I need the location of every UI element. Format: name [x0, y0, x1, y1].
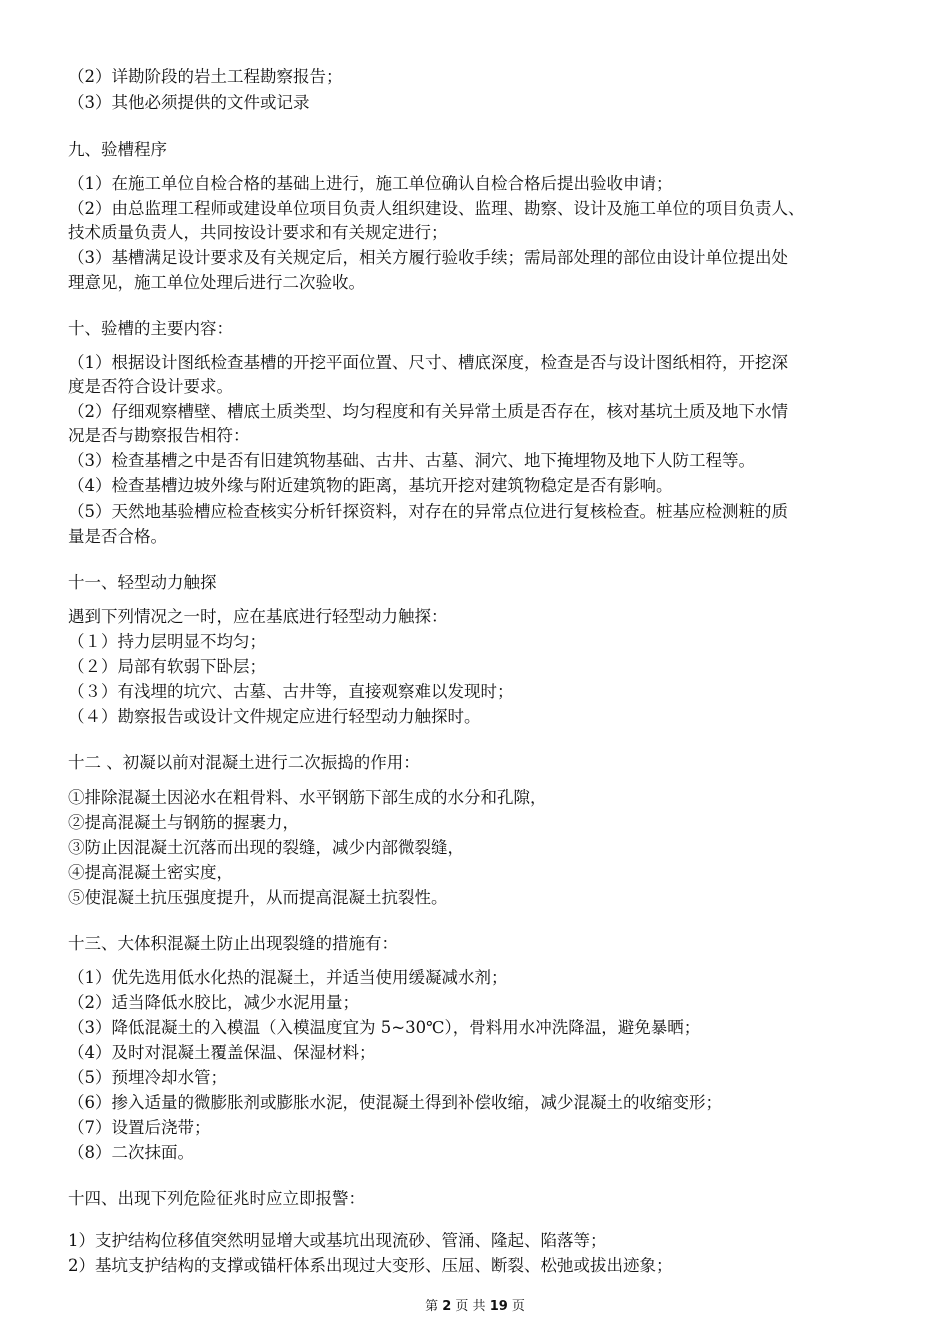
text-line: 技术质量负责人，共同按设计要求和有关规定进行； [68, 223, 448, 242]
text-line: ④提高混凝土密实度， [68, 863, 233, 882]
text-line: （２）局部有软弱下卧层； [68, 657, 266, 676]
page-number: 2 [442, 1299, 452, 1314]
text-line: （2）详勘阶段的岩土工程勘察报告； [68, 67, 343, 86]
footer-suffix: 页 [511, 1299, 525, 1314]
text-line: （3）其他必须提供的文件或记录 [68, 93, 310, 112]
text-line: （6）掺入适量的微膨胀剂或膨胀水泥，使混凝土得到补偿收缩，减少混凝土的收缩变形； [68, 1093, 722, 1112]
footer-prefix: 第 [425, 1299, 439, 1314]
page-total: 19 [489, 1299, 508, 1314]
text-line: （３）有浅埋的坑穴、古墓、古井等，直接观察难以发现时； [68, 682, 514, 701]
text-line: （7）设置后浇带； [68, 1118, 211, 1137]
text-line: （3）降低混凝土的入模温（入模温度宜为 5~30℃），骨料用水冲洗降温，避免暴晒； [68, 1018, 701, 1037]
text-line: 理意见，施工单位处理后进行二次验收。 [68, 273, 365, 292]
text-line: ⑤使混凝土抗压强度提升，从而提高混凝土抗裂性。 [68, 888, 448, 907]
text-line: 况是否与勘察报告相符： [68, 426, 250, 445]
text-line: （2）适当降低水胶比，减少水泥用量； [68, 993, 359, 1012]
text-line: （3）检查基槽之中是否有旧建筑物基础、古井、古墓、洞穴、地下掩埋物及地下人防工程等。 [68, 451, 755, 470]
text-line: （2）仔细观察槽壁、槽底土质类型、均匀程度和有关异常土质是否存在，核对基坑土质及地下水情 [68, 402, 788, 421]
section-heading: 十二 、初凝以前对混凝土进行二次振捣的作用： [68, 753, 420, 772]
text-line: （４）勘察报告或设计文件规定应进行轻型动力触探时。 [68, 707, 481, 726]
section-heading: 十、验槽的主要内容： [68, 319, 233, 338]
text-line: （2）由总监理工程师或建设单位项目负责人组织建设、监理、勘察、设计及施工单位的项目负责人、 [68, 199, 805, 218]
text-line: （5）天然地基验槽应检查核实分析钎探资料，对存在的异常点位进行复核检查。桩基应检测粧的质 [68, 502, 788, 521]
text-line: ①排除混凝土因泌水在粗骨料、水平钢筋下部生成的水分和孔隙， [68, 788, 547, 807]
text-line: （4）检查基槽边坡外缘与附近建筑物的距离，基坑开挖对建筑物稳定是否有影响。 [68, 476, 673, 495]
text-line: 2）基坑支护结构的支撑或锚杆体系出现过大变形、压屈、断裂、松弛或拔出迹象； [68, 1256, 673, 1275]
page-footer [0, 1298, 950, 1316]
text-line: （3）基槽满足设计要求及有关规定后，相关方履行验收手续；需局部处理的部位由设计单位提出处 [68, 248, 788, 267]
text-line: 度是否符合设计要求。 [68, 377, 233, 396]
section-heading: 十一、轻型动力触探 [68, 573, 217, 592]
text-line: （1）在施工单位自检合格的基础上进行，施工单位确认自检合格后提出验收申请； [68, 174, 673, 193]
text-line: 量是否合格。 [68, 527, 167, 546]
section-heading: 十四、出现下列危险征兆时应立即报警： [68, 1189, 365, 1208]
text-line: （5）预埋冷却水管； [68, 1068, 227, 1087]
footer-middle: 页 共 [455, 1299, 486, 1314]
text-line: （１）持力层明显不均匀； [68, 632, 266, 651]
text-line: （8）二次抹面。 [68, 1143, 194, 1162]
text-line: ③防止因混凝土沉落而出现的裂缝，减少内部微裂缝， [68, 838, 464, 857]
section-heading: 九、验槽程序 [68, 140, 167, 159]
text-line: （1）根据设计图纸检查基槽的开挖平面位置、尺寸、槽底深度，检查是否与设计图纸相符，开挖深 [68, 353, 788, 372]
text-line: ②提高混凝土与钢筋的握裹力， [68, 813, 299, 832]
section-heading: 十三、大体积混凝土防止出现裂缝的措施有： [68, 934, 398, 953]
text-line: （1）优先选用低水化热的混凝土，并适当使用缓凝减水剂； [68, 968, 508, 987]
text-line: 1）支护结构位移值突然明显增大或基坑出现流砂、管涌、隆起、陷落等； [68, 1231, 607, 1250]
text-line: 遇到下列情况之一时，应在基底进行轻型动力触探： [68, 607, 448, 626]
text-line: （4）及时对混凝土覆盖保温、保湿材料； [68, 1043, 376, 1062]
